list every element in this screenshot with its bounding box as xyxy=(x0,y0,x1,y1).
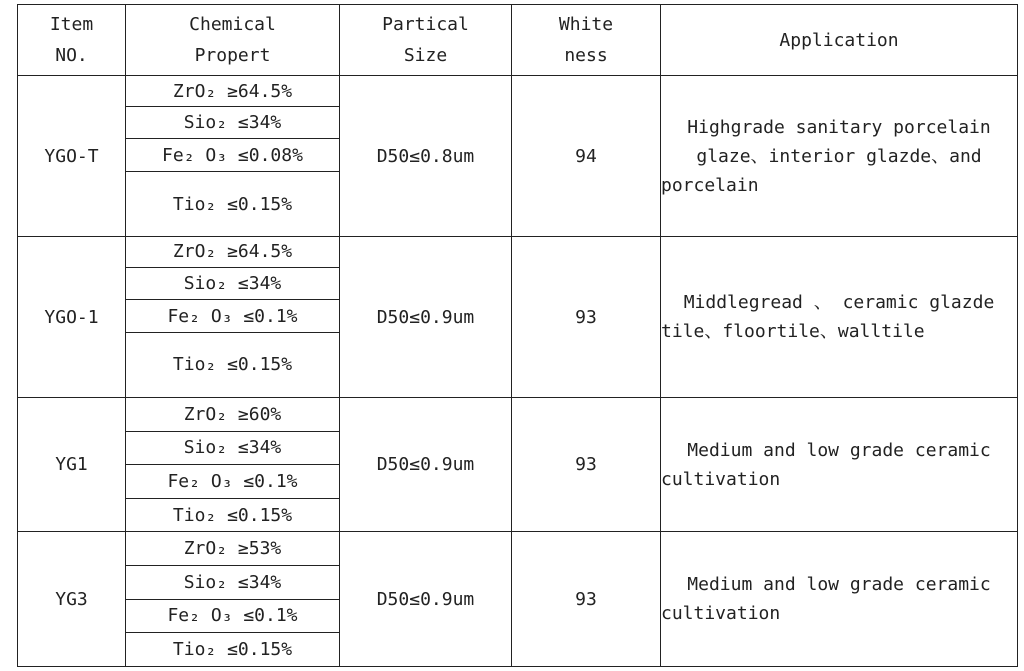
table-row xyxy=(18,76,1018,107)
item-no-cell: YG1 xyxy=(18,398,126,532)
chem-tio2-cell: Tio₂ ≤0.15% xyxy=(126,332,340,397)
chem-tio2-cell: Tio₂ ≤0.15% xyxy=(126,171,340,236)
header-chemical-property: Chemical Propert xyxy=(126,5,340,76)
chem-zro2-cell: ZrO₂ ≥60% xyxy=(126,398,340,432)
whiteness-cell: 93 xyxy=(512,398,661,532)
application-cell: Middlegread 、 ceramic glazde tile、floortile、walltile xyxy=(661,237,1018,398)
whiteness-cell: 94 xyxy=(512,76,661,237)
header-row xyxy=(18,5,1018,76)
chem-zro2-cell: ZrO₂ ≥64.5% xyxy=(126,237,340,268)
chem-zro2-cell: ZrO₂ ≥64.5% xyxy=(126,76,340,107)
particle-size-cell: D50≤0.9um xyxy=(340,237,512,398)
header-item-no: Item NO. xyxy=(18,5,126,76)
chem-tio2-cell: Tio₂ ≤0.15% xyxy=(126,633,340,667)
chem-zro2-cell: ZrO₂ ≥53% xyxy=(126,532,340,566)
header-particle-size: Partical Size xyxy=(340,5,512,76)
whiteness-cell: 93 xyxy=(512,532,661,667)
chem-fe2o3-cell: Fe₂ O₃ ≤0.08% xyxy=(126,139,340,172)
chem-sio2-cell: Sio₂ ≤34% xyxy=(126,431,340,465)
chem-fe2o3-cell: Fe₂ O₃ ≤0.1% xyxy=(126,300,340,333)
table-row xyxy=(18,398,1018,432)
chem-sio2-cell: Sio₂ ≤34% xyxy=(126,106,340,139)
whiteness-cell: 93 xyxy=(512,237,661,398)
product-spec-table xyxy=(17,4,1018,667)
application-cell: Highgrade sanitary porcelain glaze、interior glazde、and porcelain xyxy=(661,76,1018,237)
particle-size-cell: D50≤0.9um xyxy=(340,532,512,667)
item-no-cell: YGO-T xyxy=(18,76,126,237)
application-cell: Medium and low grade ceramic cultivation xyxy=(661,398,1018,532)
header-application: Application xyxy=(661,5,1018,76)
particle-size-cell: D50≤0.8um xyxy=(340,76,512,237)
particle-size-cell: D50≤0.9um xyxy=(340,398,512,532)
chem-fe2o3-cell: Fe₂ O₃ ≤0.1% xyxy=(126,599,340,633)
application-cell: Medium and low grade ceramic cultivation xyxy=(661,532,1018,667)
chem-tio2-cell: Tio₂ ≤0.15% xyxy=(126,498,340,532)
item-no-cell: YG3 xyxy=(18,532,126,667)
table-row xyxy=(18,237,1018,268)
chem-fe2o3-cell: Fe₂ O₃ ≤0.1% xyxy=(126,465,340,499)
table-row xyxy=(18,532,1018,566)
item-no-cell: YGO-1 xyxy=(18,237,126,398)
header-whiteness: White ness xyxy=(512,5,661,76)
chem-sio2-cell: Sio₂ ≤34% xyxy=(126,267,340,300)
chem-sio2-cell: Sio₂ ≤34% xyxy=(126,566,340,600)
